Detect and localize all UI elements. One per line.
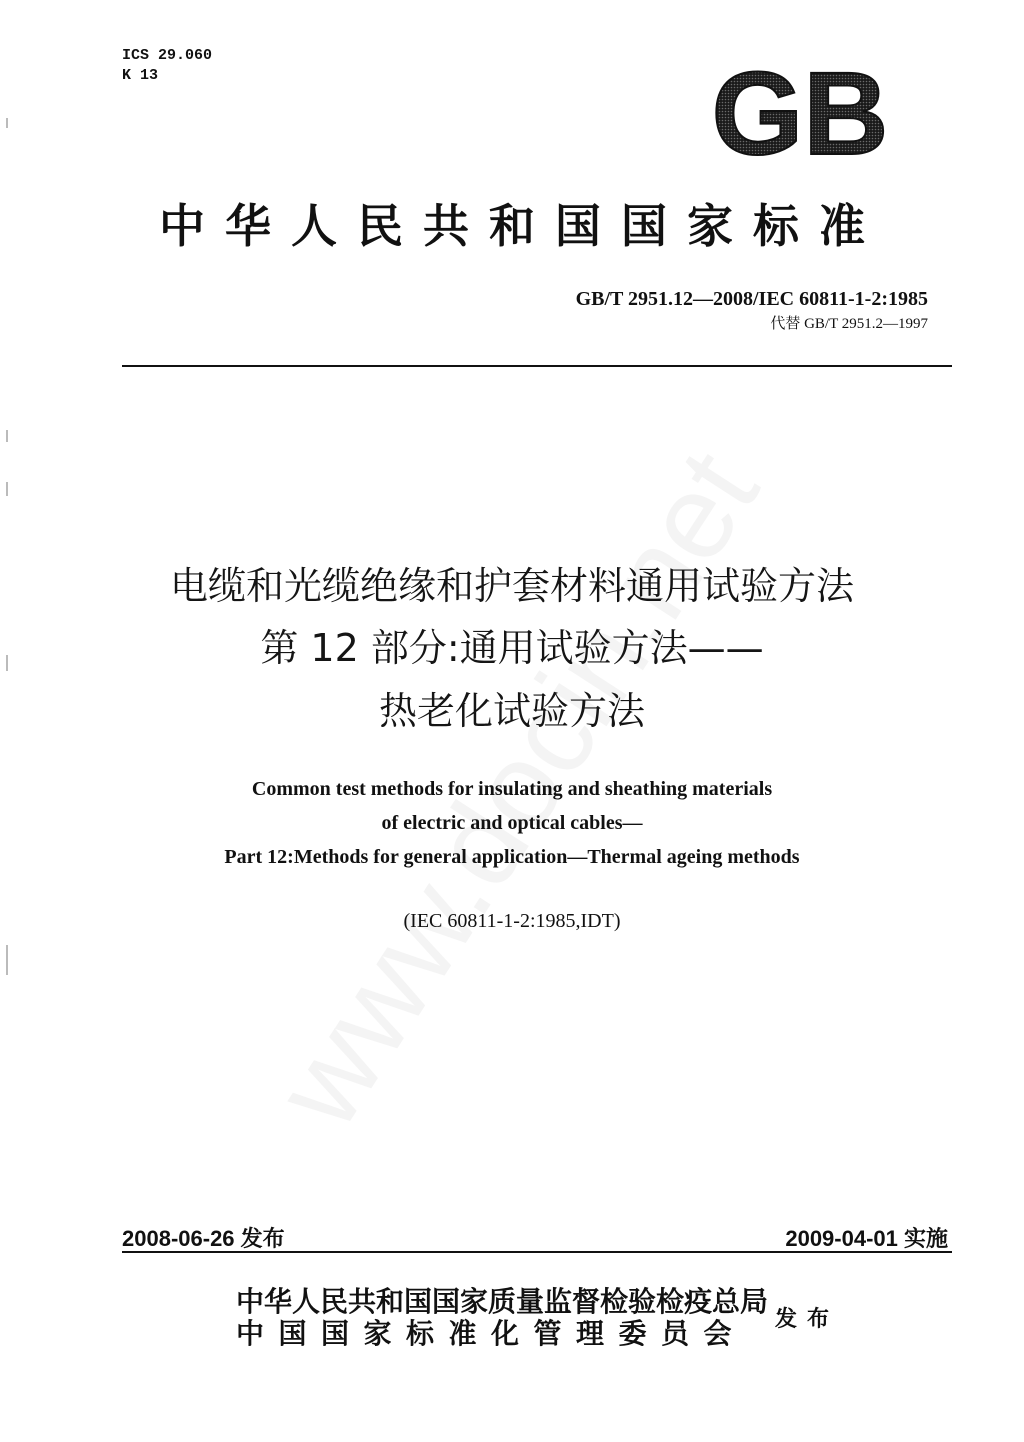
classification-codes [122,46,212,86]
chinese-title-line-3: 热老化试验方法 [378,689,645,733]
top-divider [122,365,952,367]
category-code: K 13 [122,67,159,84]
issuer-line-2: 中国国家标准化管理委员会 [236,1317,747,1350]
standard-number: GB/T 2951.12—2008/IEC 60811-1-2:1985 [575,288,928,310]
scan-margin-mark [6,945,8,975]
implementation-date: 2009-04-01 实施 [785,1226,948,1251]
release-date: 2008-06-26 发布 [122,1226,285,1251]
issuer-line-1: 中华人民共和国国家质量监督检验检疫总局 [236,1285,769,1318]
ics-code: ICS 29.060 [122,47,213,64]
scan-margin-mark [6,482,8,496]
gb-logo-text: GB [711,62,889,162]
replaces-standard: 代替 GB/T 2951.2—1997 [770,316,928,332]
scan-margin-mark [6,430,8,442]
english-title-line-3: Part 12:Methods for general application—Thermal ageing methods [224,846,800,868]
equivalence-note: (IEC 60811-1-2:1985,IDT) [403,910,621,932]
gb-logo [700,62,900,162]
english-title-line-1: Common test methods for insulating and sheathing materials [251,778,773,800]
bottom-divider [122,1251,952,1253]
english-title-line-2: of electric and optical cables— [381,812,643,834]
issue-label: 发布 [775,1306,840,1332]
chinese-title-line-2: 第 12 部分:通用试验方法—— [260,626,764,670]
scan-margin-mark [6,655,8,671]
national-standard-heading: 中华人民共和国国家标准 [159,199,885,253]
scan-margin-mark [6,118,8,128]
chinese-title-line-1: 电缆和光缆绝缘和护套材料通用试验方法 [169,564,854,608]
